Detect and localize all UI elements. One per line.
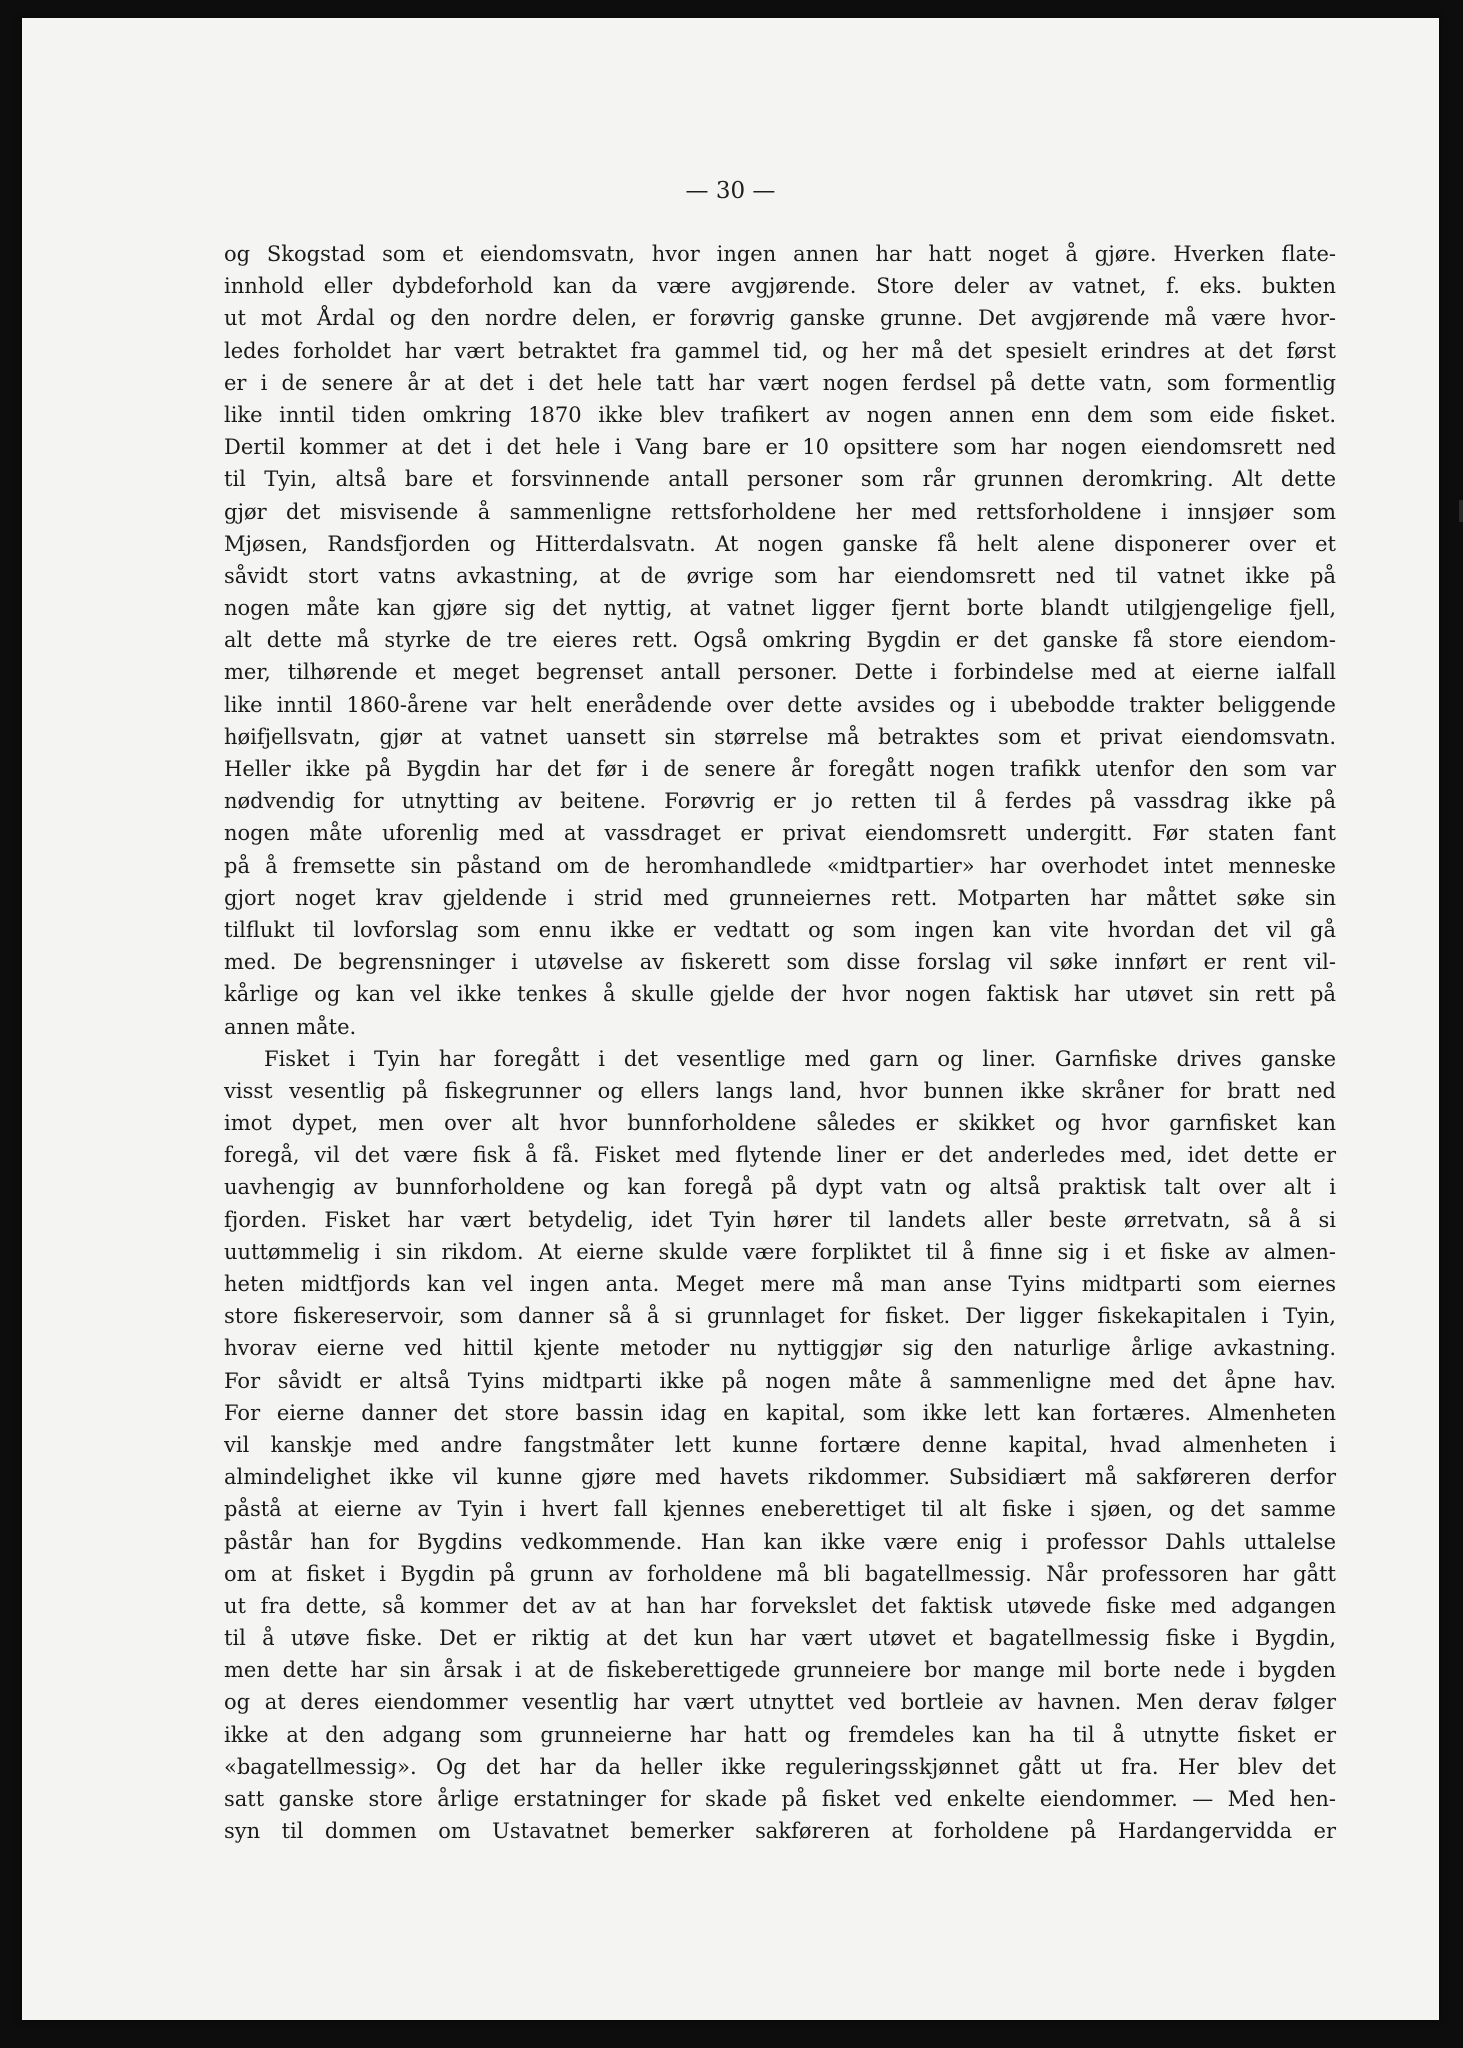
text-line: «bagatellmessig». Og det har da heller ikke reguleringsskjønnet gått ut fra. Her blev det bbox=[224, 1754, 1336, 1779]
text-line: imot dypet, men over alt hvor bunnforholdene således er skikket og hvor garnfisket kan bbox=[224, 1111, 1336, 1136]
text-line: til å utøve fiske. Det er riktig at det kun har vært utøvet et bagatellmessig fiske i Bygdin, bbox=[224, 1626, 1336, 1651]
text-line: med. De begrensninger i utøvelse av fiskerett som disse forslag vil søke innført er rent vil- bbox=[224, 950, 1336, 975]
text-line: foregå, vil det være fisk å få. Fisket med flytende liner er det anderledes med, idet dette er bbox=[224, 1143, 1336, 1168]
text-line: høifjellsvatn, gjør at vatnet uansett sin størrelse må betraktes som et privat eiendomsvatn. bbox=[224, 724, 1336, 749]
text-line: ut mot Årdal og den nordre delen, er forøvrig ganske grunne. Det avgjørende må være hvor- bbox=[224, 306, 1336, 331]
text-line: Fisket i Tyin har foregått i det vesentlige med garn og liner. Garnfiske drives ganske bbox=[264, 1046, 1336, 1071]
text-line: syn til dommen om Ustavatnet bemerker sakføreren at forholdene på Hardangervidda er bbox=[224, 1819, 1336, 1844]
paragraph-2 bbox=[224, 1043, 1336, 1848]
text-line: men dette har sin årsak i at de fiskeberettigede grunneiere bor mange mil borte nede i bygden bbox=[224, 1658, 1336, 1683]
body-text bbox=[224, 238, 1336, 1847]
text-line: vil kanskje med andre fangstmåter lett kunne fortære denne kapital, hvad almenheten i bbox=[224, 1432, 1336, 1457]
text-line: nogen måte kan gjøre sig det nyttig, at vatnet ligger fjernt borte blandt utilgjengelige fjell, bbox=[224, 596, 1336, 621]
text-line: ledes forholdet har vært betraktet fra gammel tid, og her må det spesielt erindres at det først bbox=[224, 338, 1336, 363]
text-line: almindelighet ikke vil kunne gjøre med havets rikdommer. Subsidiært må sakføreren derfor bbox=[224, 1465, 1336, 1490]
text-line: like inntil tiden omkring 1870 ikke blev trafikert av nogen annen enn dem som eide fisket. bbox=[224, 402, 1336, 427]
text-line: innhold eller dybdeforhold kan da være avgjørende. Store deler av vatnet, f. eks. bukten bbox=[224, 274, 1336, 299]
text-line: til Tyin, altså bare et forsvinnende antall personer som rår grunnen deromkring. Alt dette bbox=[224, 467, 1336, 492]
text-line: og Skogstad som et eiendomsvatn, hvor ingen annen har hatt noget å gjøre. Hverken flate- bbox=[224, 242, 1336, 266]
text-line: heten midtfjords kan vel ingen anta. Meget mere må man anse Tyins midtparti som eiernes bbox=[224, 1272, 1336, 1296]
text-line: kårlige og kan vel ikke tenkes å skulle gjelde der hvor nogen faktisk har utøvet sin rett på bbox=[224, 982, 1336, 1007]
text-line: uavhengig av bunnforholdene og kan foregå på dypt vatn og altså praktisk talt over alt i bbox=[224, 1175, 1336, 1200]
text-line: nogen måte uforenlig med at vassdraget er privat eiendomsrett undergitt. Før staten fant bbox=[224, 821, 1336, 846]
text-line: For såvidt er altså Tyins midtparti ikke på nogen måte å sammenligne med det åpne hav. bbox=[224, 1368, 1336, 1393]
text-line: ikke at den adgang som grunneierne har hatt og fremdeles kan ha til å utnytte fisket er bbox=[224, 1722, 1336, 1747]
text-line: For eierne danner det store bassin idag en kapital, som ikke lett kan fortæres. Almenheten bbox=[224, 1400, 1336, 1425]
text-line: ut fra dette, så kommer det av at han har forvekslet det faktisk utøvede fiske med adgangen bbox=[224, 1593, 1336, 1618]
scan-edge-mark bbox=[1459, 500, 1463, 522]
text-line: såvidt stort vatns avkastning, at de øvrige som har eiendomsrett ned til vatnet ikke på bbox=[224, 563, 1336, 588]
text-line: fjorden. Fisket har vært betydelig, idet Tyin hører til landets aller beste ørretvatn, så å si bbox=[224, 1207, 1336, 1232]
text-line: nødvendig for utnytting av beitene. Forøvrig er jo retten til å ferdes på vassdrag ikke på bbox=[224, 789, 1336, 814]
text-line: påstå at eierne av Tyin i hvert fall kjennes eneberettiget til alt fiske i sjøen, og det samme bbox=[224, 1497, 1336, 1522]
text-line: påstår han for Bygdins vedkommende. Han kan ikke være enig i professor Dahls uttalelse bbox=[224, 1529, 1336, 1554]
text-line: annen måte. bbox=[224, 1014, 357, 1039]
text-line: gjør det misvisende å sammenligne rettsforholdene her med rettsforholdene i innsjøer som bbox=[224, 499, 1336, 524]
text-line: om at fisket i Bygdin på grunn av forholdene må bli bagatellmessig. Når professoren har gått bbox=[224, 1561, 1336, 1586]
text-line: Heller ikke på Bygdin har det før i de senere år foregått nogen trafikk utenfor den som var bbox=[224, 757, 1336, 781]
text-line: like inntil 1860-årene var helt enerådende over dette avsides og i ubebodde trakter beliggende bbox=[224, 692, 1336, 717]
text-line: uuttømmelig i sin rikdom. At eierne skulde være forpliktet til å finne sig i et fiske av almen- bbox=[224, 1239, 1336, 1264]
text-line: visst vesentlig på fiskegrunner og ellers langs land, hvor bunnen ikke skråner for bratt ned bbox=[224, 1078, 1336, 1103]
text-line: tilflukt til lovforslag som ennu ikke er vedtatt og som ingen kan vite hvordan det vil gå bbox=[224, 917, 1336, 942]
paragraph-1 bbox=[224, 238, 1336, 1043]
text-line: på å fremsette sin påstand om de heromhandlede «midtpartier» har overhodet intet menneske bbox=[224, 853, 1336, 878]
text-line: Dertil kommer at det i det hele i Vang bare er 10 opsittere som har nogen eiendomsrett ned bbox=[224, 435, 1336, 460]
text-line: Mjøsen, Randsfjorden og Hitterdalsvatn. At nogen ganske få helt alene disponerer over et bbox=[224, 531, 1336, 556]
text-line: mer, tilhørende et meget begrenset antall personer. Dette i forbindelse med at eierne ialfall bbox=[224, 660, 1336, 685]
document-page bbox=[22, 18, 1439, 2020]
text-line: store fiskereservoir, som danner så å si grunnlaget for fisket. Der ligger fiskekapitalen i Tyin, bbox=[224, 1304, 1336, 1329]
text-line: alt dette må styrke de tre eieres rett. Også omkring Bygdin er det ganske få store eiendom- bbox=[224, 628, 1336, 653]
text-line: og at deres eiendommer vesentlig har vært utnyttet ved bortleie av havnen. Men derav følger bbox=[224, 1690, 1336, 1715]
text-line: hvorav eierne ved hittil kjente metoder nu nyttiggjør sig den naturlige årlige avkastning. bbox=[224, 1336, 1336, 1361]
text-line: er i de senere år at det i det hele tatt har vært nogen ferdsel på dette vatn, som formentlig bbox=[224, 370, 1336, 395]
page-number: — 30 — bbox=[685, 178, 776, 204]
text-line: gjort noget krav gjeldende i strid med grunneiernes rett. Motparten har måttet søke sin bbox=[224, 885, 1336, 910]
text-line: satt ganske store årlige erstatninger for skade på fisket ved enkelte eiendommer. — Med hen- bbox=[224, 1787, 1336, 1811]
